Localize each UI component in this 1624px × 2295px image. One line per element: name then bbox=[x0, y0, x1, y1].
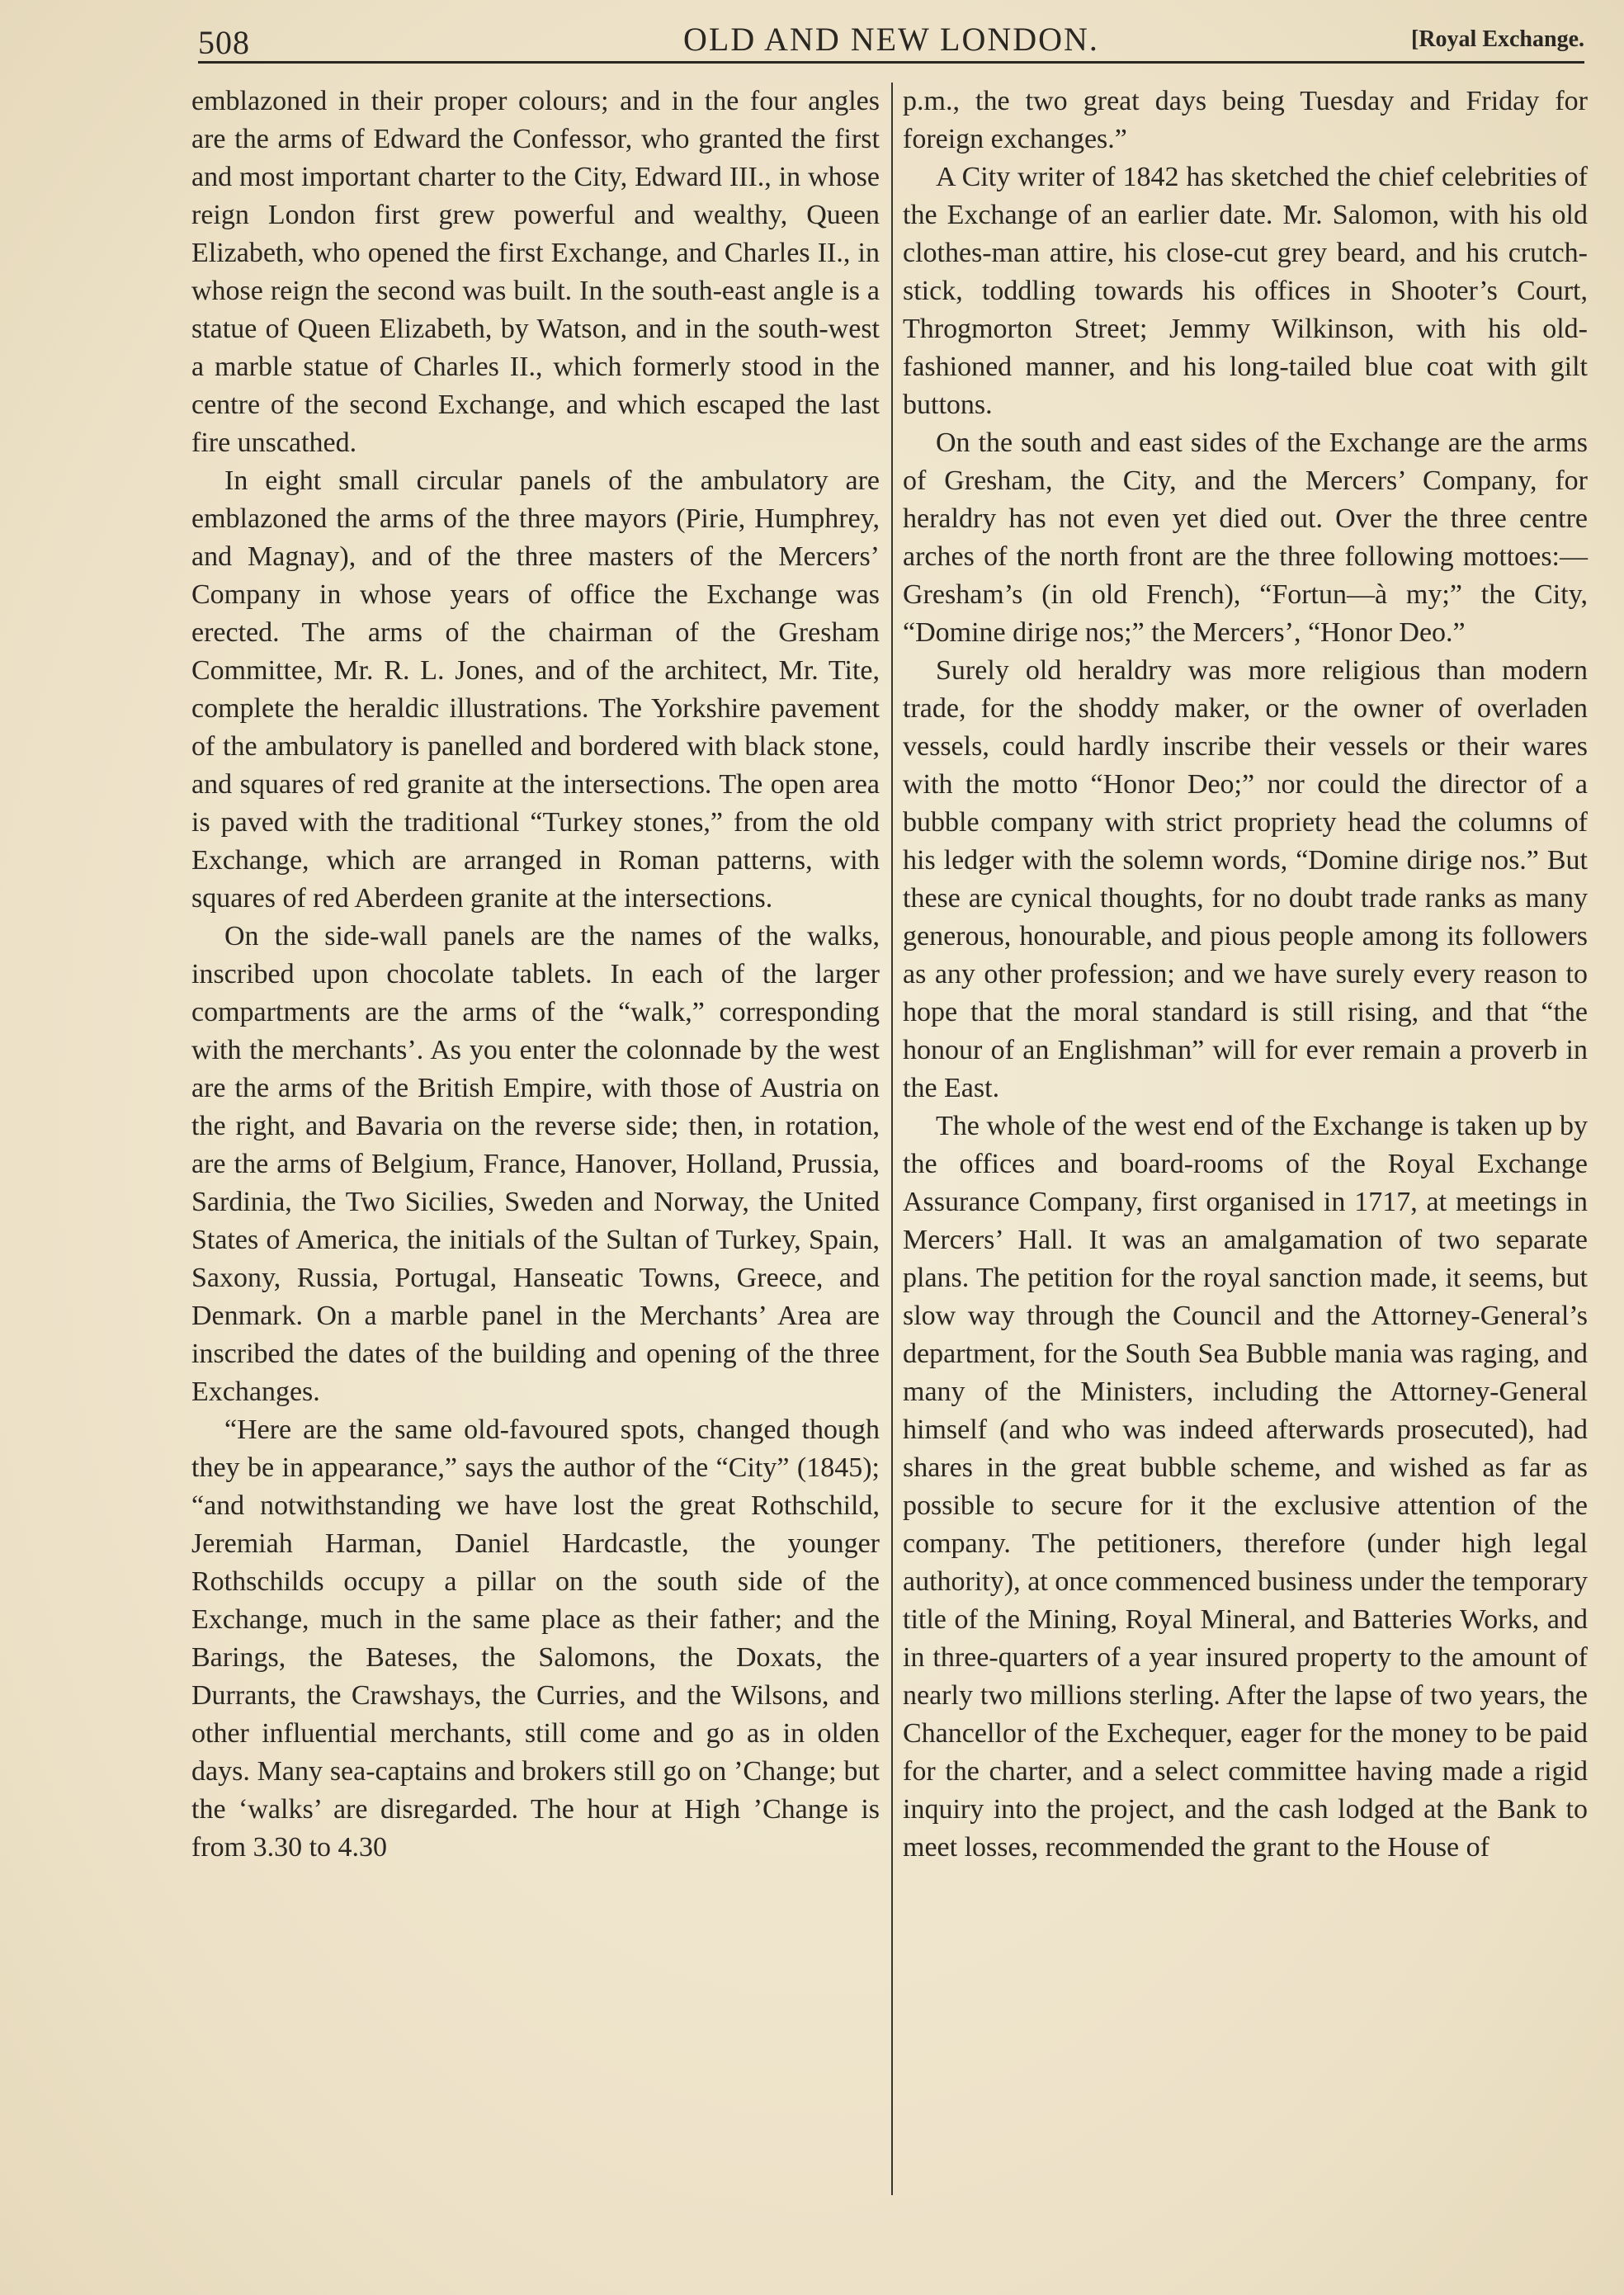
right-column bbox=[903, 83, 1588, 2195]
paragraph: In eight small circular panels of the ambulatory are emblazoned the arms of the three mayors (Pirie, Humphrey, and Magnay), and of the three masters of the Mercers’ Company in whose years of office the Exchange was erected. The arms of the chairman of the Gresham Committee, Mr. R. L. Jones, and of the architect, Mr. Tite, complete the heraldic illustrations. The Yorkshire pavement of the ambulatory is panelled and bordered with black stone, and squares of red granite at the intersections. The open area is paved with the traditional “Turkey stones,” from the old Exchange, which are arranged in Roman patterns, with squares of red Aberdeen granite at the intersections. bbox=[191, 465, 880, 914]
paragraph: On the south and east sides of the Exchange are the arms of Gresham, the City, and the Mercers’ Company, for heraldry has not even yet died out. Over the three centre arches of the north front are the three following mottoes:—Gresham’s (in old French), “Fortun—à my;” the City, “Domine dirige nos;” the Mercers’, “Honor Deo.” bbox=[903, 427, 1588, 648]
column-divider bbox=[891, 83, 893, 2195]
section-tag: [Royal Exchange. bbox=[1411, 26, 1584, 52]
paragraph: “Here are the same old-favoured spots, changed though they be in appearance,” says the author of the “City” (1845); “and notwithstanding we have lost the great Rothschild, Jeremiah Harman, Daniel Hardcastle, the younger Rothschilds occupy a pillar on the south side of the Exchange, much in the same place as their father; and the Barings, the Bateses, the Salomons, the Doxats, the Durrants, the Crawshays, the Curries, and the Wilsons, and other influential merchants, still come and go as in olden days. Many sea-captains and brokers still go on ’Change; but the ‘walks’ are disregarded. The hour at High ’Change is from 3.30 to 4.30 bbox=[191, 1414, 880, 1863]
paragraph: p.m., the two great days being Tuesday and Friday for foreign exchanges.” bbox=[903, 86, 1588, 154]
paragraph: On the side-wall panels are the names of the walks, inscribed upon chocolate tablets. In each of the larger compartments are the arms of the “walk,” corresponding with the merchants’. As you enter the colonnade by the west are the arms of the British Empire, with those of Austria on the right, and Bavaria on the reverse side; then, in rotation, are the arms of Belgium, France, Hanover, Holland, Prussia, Sardinia, the Two Sicilies, Sweden and Norway, the United States of America, the initials of the Sultan of Turkey, Spain, Saxony, Russia, Portugal, Hanseatic Towns, Greece, and Denmark. On a marble panel in the Merchants’ Area are inscribed the dates of the building and opening of the three Exchanges. bbox=[191, 921, 880, 1407]
page-number: 508 bbox=[198, 24, 250, 61]
paragraph: Surely old heraldry was more religious than modern trade, for the shoddy maker, or the owner of overladen vessels, could hardly inscribe their vessels or their wares with the motto “Honor Deo;” nor could the director of a bubble company with strict propriety head the columns of his ledger with the solemn words, “Domine dirige nos.” But these are cynical thoughts, for no doubt trade ranks as many generous, honourable, and pious people among its followers as any other profession; and we have surely every reason to hope that the moral standard is still rising, and that “the honour of an Englishman” will for ever remain a proverb in the East. bbox=[903, 655, 1588, 1103]
page-header bbox=[198, 18, 1584, 68]
left-column bbox=[191, 83, 880, 2195]
paragraph: The whole of the west end of the Exchange is taken up by the offices and board-rooms of the Royal Exchange Assurance Company, first organised in 1717, at meetings in Mercers’ Hall. It was an amalgamation of two separate plans. The petition for the royal sanction made, it seems, but slow way through the Council and the Attorney-General’s department, for the South Sea Bubble mania was raging, and many of the Ministers, including the Attorney-General himself (and who was indeed afterwards prosecuted), had shares in the great bubble scheme, and wished as far as possible to secure for it the exclusive attention of the company. The petitioners, therefore (under high legal authority), at once commenced business under the temporary title of the Mining, Royal Mineral, and Batteries Works, and in three-quarters of a year insured property to the amount of nearly two millions sterling. After the lapse of two years, the Chancellor of the Exchequer, eager for the money to be paid for the charter, and a select committee having made a rigid inquiry into the project, and the cash lodged at the Bank to meet losses, recommended the grant to the House of bbox=[903, 1111, 1588, 1863]
running-title: OLD AND NEW LONDON. bbox=[683, 21, 1099, 58]
paragraph: emblazoned in their proper colours; and in the four angles are the arms of Edward the Confessor, who granted the first and most important charter to the City, Edward III., in whose reign London first grew powerful and wealthy, Queen Elizabeth, who opened the first Exchange, and Charles II., in whose reign the second was built. In the south-east angle is a statue of Queen Elizabeth, by Watson, and in the south-west a marble statue of Charles II., which formerly stood in the centre of the second Exchange, and which escaped the last fire unscathed. bbox=[191, 86, 880, 458]
paragraph: A City writer of 1842 has sketched the chief celebrities of the Exchange of an earlier date. Mr. Salomon, with his old clothes-man attire, his close-cut grey beard, and his crutch-stick, toddling towards his offices in Shooter’s Court, Throgmorton Street; Jemmy Wilkinson, with his old-fashioned manner, and his long-tailed blue coat with gilt buttons. bbox=[903, 162, 1588, 420]
header-rule bbox=[198, 61, 1584, 64]
